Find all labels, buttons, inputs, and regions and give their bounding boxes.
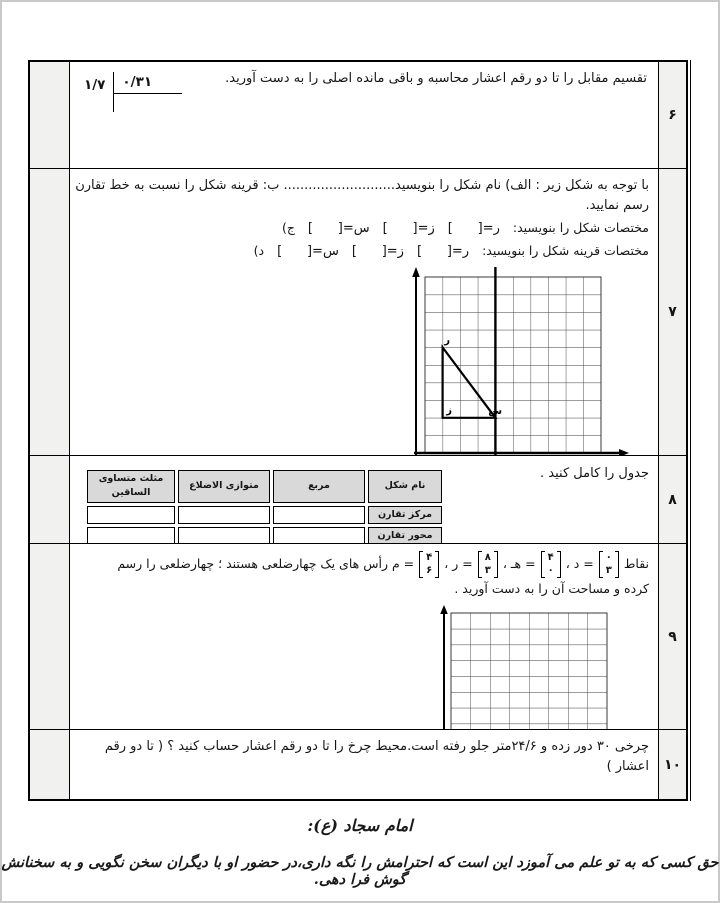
table-header-cell: مربع (273, 470, 365, 503)
coordinate-grid-figure-triangle (409, 267, 649, 455)
bracket-right-icon (435, 551, 439, 578)
table-row-label: مرکز تقارن (368, 506, 442, 524)
table-row (87, 506, 442, 524)
question-6-text: تقسیم مقابل را تا دو رقم اعشار محاسبه و باقی مانده اصلی را به دست آورید. (225, 71, 647, 86)
question-9-text-line1 (74, 551, 649, 578)
division-bracket (113, 72, 182, 112)
coordinates-line-j (74, 219, 649, 239)
point-vector-m (419, 551, 439, 578)
coordinates-line-d (74, 242, 649, 262)
answer-cell (273, 527, 365, 543)
coord-blank-r: [ ]=ر (447, 221, 500, 236)
answer-cell (178, 527, 270, 543)
point-label: = هـ ، (502, 556, 536, 572)
x-axis-arrow-icon (619, 449, 629, 455)
table-header-cell: نام شکل (368, 470, 442, 503)
quote-attribution: امام سجاد (ع): (307, 816, 413, 835)
vector-y: ۰ (547, 564, 554, 576)
question-number: ۹ (658, 544, 686, 729)
vector-x: ۸ (484, 552, 491, 563)
item-marker: د) (253, 242, 265, 258)
grid (425, 277, 601, 453)
question-row-9 (30, 544, 686, 730)
question-row-8 (30, 456, 686, 544)
answer-cell (87, 506, 175, 524)
coord-blank-s: [ ]=س (307, 221, 370, 236)
y-axis-arrow-icon (440, 605, 448, 614)
bracket-right-icon (615, 551, 619, 578)
score-cell (30, 730, 70, 799)
vector-y: ۳ (484, 564, 491, 576)
table-header-cell: متوازی الاضلاع (178, 470, 270, 503)
score-cell (30, 456, 70, 543)
table-header-row (87, 470, 442, 503)
question-9-body (70, 544, 658, 729)
division-left-number: ۱/۷ (84, 77, 106, 93)
table-row-label: محور تقارن (368, 527, 442, 543)
point-label: = ر ، (444, 556, 473, 572)
coord-blank-z: [ ]=ز (382, 221, 435, 236)
score-cell (30, 544, 70, 729)
coord-blank-s: [ ]=س (277, 243, 339, 259)
score-cell (30, 169, 70, 455)
question-8-body (70, 456, 658, 543)
bracket-right-icon (557, 551, 561, 578)
table-header-cell: مثلث متساوی الساقین (87, 470, 175, 503)
grid (451, 613, 607, 729)
point-label: = م رأس های یک چهارضلعی هستند ؛ چهارضلعی را رسم (117, 556, 415, 572)
question-number: ۷ (658, 169, 686, 455)
item-marker: ج) (281, 220, 295, 236)
vector-x: ۴ (547, 552, 554, 563)
long-division-problem (84, 72, 182, 112)
question-6-body (70, 62, 658, 168)
point-vector-he (541, 551, 561, 578)
question-8-text: جدول را کامل کنید . (540, 466, 649, 481)
coordinate-grid-figure-empty (439, 605, 649, 729)
score-cell (30, 62, 70, 168)
points-intro: نقاط (623, 556, 649, 572)
point-vector-r (478, 551, 498, 578)
question-number: ۸ (658, 456, 686, 543)
question-row-7 (30, 169, 686, 456)
question-10-body (70, 730, 658, 799)
coord-blank-r: [ ]=ر (416, 243, 470, 259)
vertex-label-z: ز (446, 405, 452, 416)
point-vector-d (599, 551, 619, 578)
symmetry-table (84, 467, 445, 543)
division-right-number: ۰/۳۱ (114, 71, 182, 94)
y-axis-arrow-icon (412, 267, 420, 277)
question-7-body (70, 169, 658, 455)
bracket-right-icon (494, 551, 498, 578)
answer-cell (87, 527, 175, 543)
question-7-text: با توجه به شکل زیر : الف) نام شکل را بنویسید........................... ب: قرینه شکل را نسبت به خط تقارن رسم نمایید. (75, 178, 649, 213)
table-row (87, 527, 442, 543)
vector-x: ۰ (605, 552, 612, 563)
vertex-label-s: س (488, 406, 502, 417)
vector-x: ۴ (426, 552, 433, 563)
coord-line-label: مختصات قرینه شکل را بنویسید: (482, 242, 649, 258)
coord-blank-z: [ ]=ز (351, 243, 404, 259)
vertex-label-r: ر (444, 335, 450, 346)
question-10-text: چرخی ۳۰ دور زده و ۲۴/۶متر جلو رفته است.محیط چرخ را تا دو رقم اعشار حساب کنید ؟ ( تا دو رقم اعشار ) (104, 739, 649, 774)
point-label: = د ، (565, 556, 594, 572)
question-number: ۱۰ (658, 730, 686, 799)
answer-cell (178, 506, 270, 524)
question-number: ۶ (658, 62, 686, 168)
question-row-6 (30, 62, 686, 169)
question-9-text-line2: کرده و مساحت آن را به دست آورید . (454, 581, 649, 596)
vector-y: ۳ (605, 564, 612, 576)
questions-table (28, 60, 688, 801)
coord-line-label: مختصات شکل را بنویسید: (512, 220, 649, 236)
quote-text: حق کسی که به تو علم می آموزد این است که احترامش را نگه داری،در حضور او با دیگران سخن نگویی و به سخنانش گوش فرا دهی. (1, 854, 719, 888)
vector-y: ۶ (426, 564, 433, 576)
answer-cell (273, 506, 365, 524)
question-row-10 (30, 730, 686, 799)
